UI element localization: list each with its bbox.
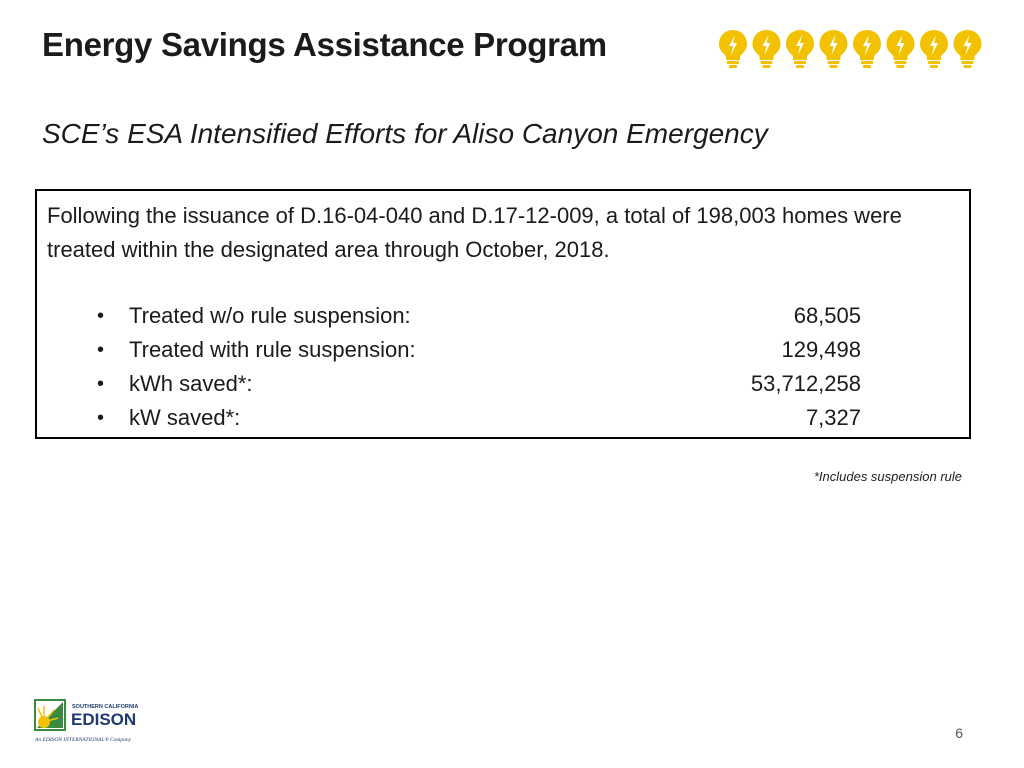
stat-label: kWh saved*: <box>129 371 253 396</box>
footnote: *Includes suspension rule <box>813 469 962 484</box>
stat-label: Treated w/o rule suspension: <box>129 303 411 328</box>
bullet-icon: • <box>97 305 105 327</box>
stat-label: Treated with rule suspension: <box>129 337 416 362</box>
edison-logo <box>34 698 194 744</box>
logo-tagline: An EDISON INTERNATIONAL® Company <box>35 737 132 743</box>
lightbulb-icon <box>954 30 982 68</box>
lightbulb-icon <box>719 30 747 68</box>
stat-row <box>37 333 969 367</box>
logo-top-line: SOUTHERN CALIFORNIA <box>72 704 139 710</box>
stat-value: 53,712,258 <box>750 371 861 396</box>
lightbulb-icon <box>853 30 881 68</box>
lightbulb-icon <box>753 30 781 68</box>
lightbulb-icon <box>786 30 814 68</box>
logo-name: EDISON <box>71 710 137 729</box>
bullet-icon: • <box>97 407 105 429</box>
stat-value: 68,505 <box>793 303 861 328</box>
slide-subtitle: SCE’s ESA Intensified Efforts for Aliso Canyon Emergency <box>42 118 768 149</box>
stat-row <box>37 299 969 333</box>
content-box <box>35 189 971 439</box>
stat-label: kW saved*: <box>129 405 241 430</box>
edison-logo-mark <box>34 698 194 744</box>
stat-value: 129,498 <box>781 337 861 362</box>
lightbulb-row <box>718 29 988 71</box>
bullet-icon: • <box>97 373 105 395</box>
lightbulb-icon <box>887 30 915 68</box>
stats-list <box>37 299 969 435</box>
lightbulb-icon <box>920 30 948 68</box>
stat-row <box>37 367 969 401</box>
bullet-icon: • <box>97 339 105 361</box>
stat-value: 7,327 <box>805 405 861 430</box>
stat-row <box>37 401 969 435</box>
page-number: 6 <box>955 725 963 741</box>
lightbulb-icons <box>718 29 988 71</box>
slide-title: Energy Savings Assistance Program <box>42 26 607 63</box>
lightbulb-icon <box>820 30 848 68</box>
intro-paragraph: Following the issuance of D.16-04-040 and D.17-12-009, a total of 198,003 homes were treated within the designated area through October, 2018. <box>47 203 902 262</box>
